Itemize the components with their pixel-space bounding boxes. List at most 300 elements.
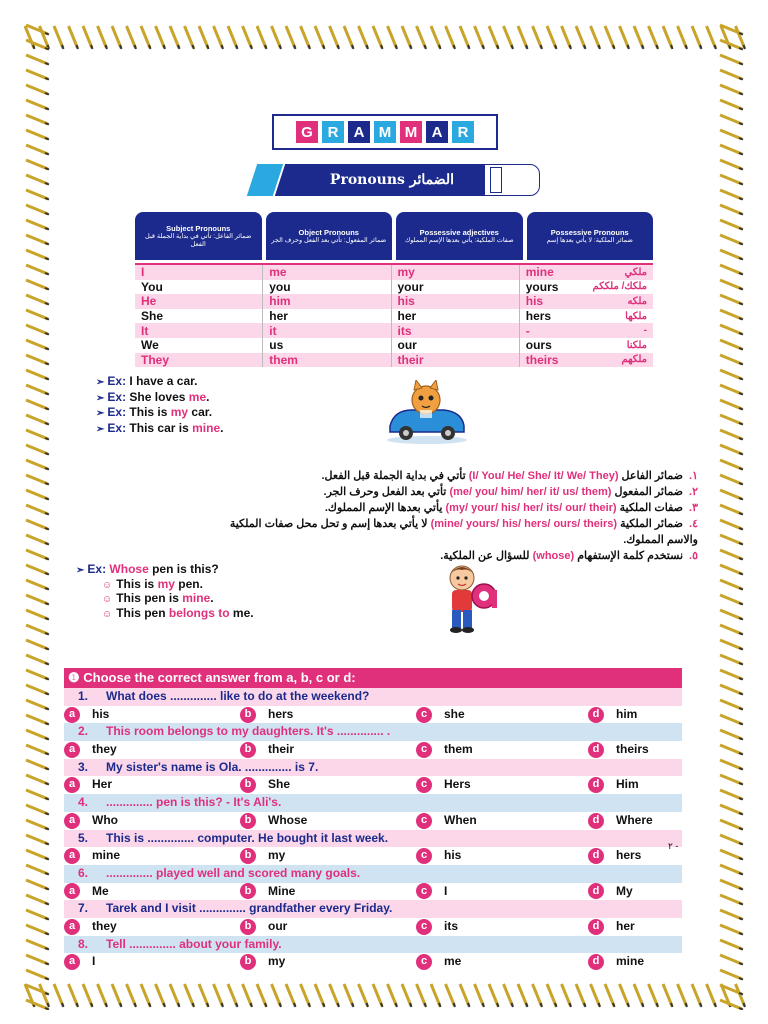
option-letter-icon: c xyxy=(416,954,432,970)
header-english: Subject Pronouns xyxy=(166,223,231,233)
example-highlight: Whose xyxy=(109,562,149,576)
table-row xyxy=(135,353,653,368)
cell-text: its xyxy=(397,323,412,338)
option-letter-icon: d xyxy=(588,919,604,935)
rule-number: ٤. xyxy=(689,518,698,530)
cell-text: mine xyxy=(525,265,554,280)
table-cell xyxy=(392,280,520,295)
option-letter-icon: a xyxy=(64,848,80,864)
option-letter-icon: d xyxy=(588,707,604,723)
answer-option-c[interactable] xyxy=(416,812,588,830)
cell-arabic: ملكك/ ملككم xyxy=(592,281,647,293)
pronoun-rules xyxy=(80,468,698,564)
cell-text: - xyxy=(525,323,530,338)
option-text: Her xyxy=(92,777,113,792)
option-letter-icon: d xyxy=(588,742,604,758)
answer-option-a[interactable] xyxy=(64,706,240,724)
cell-arabic: ملكها xyxy=(625,310,647,322)
example-line xyxy=(96,374,223,390)
grammar-letter: M xyxy=(400,121,422,143)
option-text: their xyxy=(268,742,295,757)
table-header xyxy=(396,212,523,260)
arrow-icon: ➣ xyxy=(96,377,105,388)
option-text: my xyxy=(268,848,286,863)
option-letter-icon: d xyxy=(588,848,604,864)
answer-option-b[interactable] xyxy=(240,883,416,901)
question-number: 5. xyxy=(78,830,89,845)
answer-option-d[interactable] xyxy=(588,918,682,936)
question-number: 6. xyxy=(78,865,89,880)
option-letter-icon: a xyxy=(64,813,80,829)
option-letter-icon: b xyxy=(240,954,256,970)
grammar-letter: M xyxy=(374,121,396,143)
table-cell xyxy=(135,353,263,368)
header-arabic: ضمائر المفعول: تأتي بعد الفعل وحرف الجر xyxy=(271,236,387,244)
grammar-letter: A xyxy=(348,121,370,143)
header-arabic: ضمائر الفاعل: تأتي في بداية الجملة قبل الفعل xyxy=(145,232,252,248)
rule-english: (me/ you/ him/ her/ it/ us/ them) xyxy=(449,486,612,498)
rule-number: ١. xyxy=(689,470,698,482)
option-text: I xyxy=(92,954,96,969)
smiley-icon: ☺ xyxy=(102,579,113,591)
question-row xyxy=(64,830,682,848)
question-row xyxy=(64,688,682,706)
smiley-icon: ☺ xyxy=(102,608,113,620)
header-english: Possessive Pronouns xyxy=(550,227,629,237)
option-letter-icon: b xyxy=(240,742,256,758)
option-letter-icon: d xyxy=(588,883,604,899)
rule-number: ٣. xyxy=(689,502,698,514)
answer-option-a[interactable] xyxy=(64,883,240,901)
option-letter-icon: b xyxy=(240,707,256,723)
grammar-letter: R xyxy=(322,121,344,143)
whose-answer xyxy=(76,606,254,621)
example-highlight: mine xyxy=(182,591,211,605)
cell-text: their xyxy=(397,352,424,367)
option-letter-icon: c xyxy=(416,813,432,829)
table-cell xyxy=(520,294,653,309)
option-letter-icon: b xyxy=(240,883,256,899)
rule-arabic: ضمائر الملكية xyxy=(617,518,684,530)
example-label: Ex: xyxy=(107,420,130,435)
option-text: our xyxy=(268,918,288,933)
answer-option-b[interactable] xyxy=(240,776,416,794)
question-row xyxy=(64,723,682,741)
cell-text: him xyxy=(269,294,291,309)
exercise-title: ❶ Choose the correct answer from a, b, c or d: xyxy=(64,668,682,688)
table-cell xyxy=(392,294,520,309)
option-text: them xyxy=(444,742,473,757)
answer-option-d[interactable] xyxy=(588,776,682,794)
table-row xyxy=(135,309,653,324)
table-row xyxy=(135,294,653,309)
cell-text: her xyxy=(397,309,417,324)
rule-arabic: للسؤال عن الملكية. xyxy=(440,550,533,562)
example-label: Ex: xyxy=(107,389,130,404)
option-text: his xyxy=(92,706,110,721)
table-cell xyxy=(392,309,520,324)
cell-arabic: ملكنا xyxy=(626,339,647,351)
option-text: Hers xyxy=(444,777,471,792)
option-text: mine xyxy=(616,954,645,969)
table-cell xyxy=(263,280,391,295)
table-cell xyxy=(520,265,653,280)
boy-holding-letter-illustration xyxy=(432,562,502,634)
rule-arabic: يأتي بعدها الإسم المملوك. xyxy=(324,502,446,514)
answer-option-a[interactable] xyxy=(64,847,240,865)
grammar-letter: R xyxy=(452,121,474,143)
answer-option-c[interactable] xyxy=(416,918,588,936)
option-letter-icon: d xyxy=(588,813,604,829)
example-text: . xyxy=(206,389,210,404)
option-letter-icon: a xyxy=(64,742,80,758)
answer-row xyxy=(64,847,682,865)
cell-text: it xyxy=(269,323,277,338)
arrow-icon: ➣ xyxy=(96,408,105,419)
table-cell xyxy=(135,323,263,338)
rule-line xyxy=(80,484,698,500)
answer-option-a[interactable] xyxy=(64,812,240,830)
example-highlight: my xyxy=(170,405,189,419)
answer-row xyxy=(64,953,682,971)
table-cell xyxy=(135,265,263,280)
rule-arabic: والاسم المملوك. xyxy=(623,534,698,546)
pencil-border-right xyxy=(716,22,746,1010)
answer-option-a[interactable] xyxy=(64,741,240,759)
option-text: her xyxy=(616,918,635,933)
example-line xyxy=(96,421,223,437)
pencil-border-bottom xyxy=(22,980,746,1010)
option-text: When xyxy=(444,812,477,827)
example-highlight: me xyxy=(188,389,207,404)
question-number: 8. xyxy=(78,936,89,951)
table-cell xyxy=(392,353,520,368)
question-number: 1. xyxy=(78,689,89,703)
option-text: they xyxy=(92,918,117,933)
question-number: 7. xyxy=(78,901,89,916)
cell-arabic: ملكي xyxy=(624,266,647,278)
example-text: This is xyxy=(129,405,171,419)
option-letter-icon: c xyxy=(416,742,432,758)
option-text: Who xyxy=(92,812,118,827)
example-label: Ex: xyxy=(107,405,130,419)
examples-list xyxy=(96,374,223,436)
rule-arabic: ضمائر المفعول xyxy=(611,486,684,498)
option-text: Where xyxy=(616,812,653,827)
question-text: This is .............. computer. He bought it last week. xyxy=(106,830,389,845)
cell-arabic: ملكه xyxy=(627,295,647,307)
answer-option-b[interactable] xyxy=(240,812,416,830)
option-letter-icon: b xyxy=(240,777,256,793)
answer-option-a[interactable] xyxy=(64,776,240,794)
exercise-choose-answer xyxy=(64,668,682,971)
option-text: hers xyxy=(268,706,294,721)
rule-english: (I/ You/ He/ She/ It/ We/ They) xyxy=(468,470,619,482)
option-text: its xyxy=(444,918,459,933)
table-cell xyxy=(263,338,391,353)
example-label: Ex: xyxy=(87,562,110,576)
option-letter-icon: c xyxy=(416,777,432,793)
option-letter-icon: b xyxy=(240,848,256,864)
example-text: me. xyxy=(229,605,254,620)
answer-option-b[interactable] xyxy=(240,953,416,971)
table-cell xyxy=(520,323,653,338)
rule-arabic: صفات الملكية xyxy=(616,502,684,514)
option-text: theirs xyxy=(616,742,649,757)
cell-text: He xyxy=(141,294,157,309)
cell-text: my xyxy=(397,265,415,280)
rule-line xyxy=(80,532,698,548)
whose-question xyxy=(76,562,254,577)
question-row xyxy=(64,759,682,777)
answer-option-c[interactable] xyxy=(416,776,588,794)
rule-english: (mine/ yours/ his/ hers/ ours/ theirs) xyxy=(430,518,618,530)
table-cell xyxy=(392,323,520,338)
cell-text: She xyxy=(141,309,164,324)
example-text: . xyxy=(220,420,224,435)
cell-text: hers xyxy=(525,309,552,324)
header-english: Object Pronouns xyxy=(298,227,359,237)
option-letter-icon: a xyxy=(64,919,80,935)
example-text: This is xyxy=(116,576,158,591)
rule-arabic: تأتي في بداية الجملة قبل الفعل. xyxy=(321,470,469,482)
answer-row xyxy=(64,776,682,794)
question-text: Tell .............. about your family. xyxy=(106,936,282,951)
option-letter-icon: b xyxy=(240,919,256,935)
cell-text: your xyxy=(397,279,424,294)
answer-option-b[interactable] xyxy=(240,847,416,865)
cell-text: ours xyxy=(525,338,552,353)
grammar-letter: G xyxy=(296,121,318,143)
rule-english: (my/ your/ his/ her/ its/ our/ their) xyxy=(445,502,617,514)
table-cell xyxy=(135,280,263,295)
table-row xyxy=(135,265,653,280)
example-label: Ex: xyxy=(107,374,130,388)
pronoun-table xyxy=(135,212,653,367)
example-text: This pen xyxy=(116,605,169,620)
answer-row xyxy=(64,812,682,830)
table-header xyxy=(135,212,262,260)
question-number: 4. xyxy=(78,795,89,810)
cell-text: her xyxy=(269,309,288,324)
option-letter-icon: a xyxy=(64,777,80,793)
option-text: they xyxy=(92,742,117,757)
whose-examples xyxy=(76,562,254,620)
option-letter-icon: a xyxy=(64,954,80,970)
cell-text: me xyxy=(269,265,287,280)
banner-title: Pronouns الضمائر xyxy=(329,172,455,188)
question-text: What does .............. like to do at the weekend? xyxy=(106,689,370,703)
table-cell xyxy=(263,294,391,309)
question-number: 2. xyxy=(78,724,89,739)
option-text: my xyxy=(268,954,286,969)
cell-text: yours xyxy=(525,279,559,294)
rule-number: ٢. xyxy=(689,486,698,498)
question-text: .............. pen is this? - It's Ali's. xyxy=(106,795,282,810)
cat-driving-car-illustration xyxy=(384,380,470,444)
table-cell xyxy=(135,309,263,324)
example-text: . xyxy=(210,591,214,605)
option-letter-icon: c xyxy=(416,848,432,864)
example-text: She loves xyxy=(129,389,189,404)
option-text: mine xyxy=(92,848,121,863)
grammar-heading xyxy=(272,114,498,150)
table-cell xyxy=(520,309,653,324)
rule-english: (whose) xyxy=(532,550,575,562)
page-mark: ٢ - xyxy=(668,841,679,851)
option-letter-icon: c xyxy=(416,883,432,899)
rule-arabic: لا يأتي بعدها إسم و تحل محل صفات الملكية xyxy=(229,518,431,530)
cell-text: They xyxy=(141,352,170,367)
table-header xyxy=(527,212,654,260)
cell-text: I xyxy=(141,265,145,280)
table-row xyxy=(135,338,653,353)
cell-text: them xyxy=(269,352,298,367)
option-text: Mine xyxy=(268,883,296,898)
question-row xyxy=(64,794,682,812)
option-letter-icon: b xyxy=(240,813,256,829)
cell-text: It xyxy=(141,323,149,338)
grammar-letter: A xyxy=(426,121,448,143)
answer-row xyxy=(64,706,682,724)
option-text: Whose xyxy=(268,812,308,827)
option-text: She xyxy=(268,777,291,792)
answer-row xyxy=(64,918,682,936)
table-header xyxy=(266,212,393,260)
option-text: him xyxy=(616,706,638,721)
example-line xyxy=(96,405,223,421)
option-text: My xyxy=(616,883,633,898)
arrow-icon: ➣ xyxy=(76,565,85,576)
answer-option-c[interactable] xyxy=(416,706,588,724)
table-cell xyxy=(135,294,263,309)
option-text: Me xyxy=(92,883,109,898)
answer-option-c[interactable] xyxy=(416,883,588,901)
smiley-icon: ☺ xyxy=(102,594,113,605)
rule-arabic: تأتي بعد الفعل وحرف الجر. xyxy=(323,486,450,498)
rule-line xyxy=(80,516,698,532)
table-cell xyxy=(263,265,391,280)
cell-text: our xyxy=(397,338,417,353)
whose-answer xyxy=(76,591,254,606)
answer-option-b[interactable] xyxy=(240,741,416,759)
rule-arabic: ضمائر الفاعل xyxy=(618,470,684,482)
cell-arabic: - xyxy=(643,325,647,337)
header-arabic: صفات الملكية: يأتي بعدها الإسم المملوك xyxy=(404,236,514,244)
example-highlight: my xyxy=(157,576,175,591)
example-text: This pen is xyxy=(116,591,183,605)
question-text: This room belongs to my daughters. It's .............. . xyxy=(106,724,391,739)
pronouns-banner xyxy=(252,164,538,196)
question-row xyxy=(64,900,682,918)
answer-option-b[interactable] xyxy=(240,918,416,936)
answer-option-a[interactable] xyxy=(64,953,240,971)
cell-arabic: ملكهم xyxy=(621,354,647,366)
answer-row xyxy=(64,741,682,759)
answer-option-b[interactable] xyxy=(240,706,416,724)
header-english: Possessive adjectives xyxy=(419,227,499,237)
cell-text: us xyxy=(269,338,284,353)
table-cell xyxy=(263,323,391,338)
pencil-border-top xyxy=(22,22,746,52)
rule-number: ٥. xyxy=(689,550,698,562)
answer-option-c[interactable] xyxy=(416,847,588,865)
example-text: pen. xyxy=(174,576,203,591)
option-letter-icon: c xyxy=(416,919,432,935)
question-number: 3. xyxy=(78,759,89,774)
rule-arabic: نستخدم كلمة الإستفهام xyxy=(574,550,684,562)
cell-text: theirs xyxy=(525,352,559,367)
answer-option-d[interactable] xyxy=(588,706,682,724)
option-text: me xyxy=(444,954,462,969)
option-text: she xyxy=(444,706,465,721)
question-row xyxy=(64,865,682,883)
option-text: hers xyxy=(616,848,642,863)
option-letter-icon: d xyxy=(588,777,604,793)
example-highlight: belongs to xyxy=(168,605,230,620)
answer-option-d[interactable] xyxy=(588,812,682,830)
example-text: I have a car. xyxy=(129,374,198,388)
answer-option-c[interactable] xyxy=(416,741,588,759)
example-text: This car is xyxy=(129,420,193,435)
cell-text: You xyxy=(141,279,163,294)
option-letter-icon: c xyxy=(416,707,432,723)
table-cell xyxy=(392,338,520,353)
rule-line xyxy=(80,500,698,516)
answer-option-d[interactable] xyxy=(588,883,682,901)
option-text: his xyxy=(444,848,462,863)
cell-text: We xyxy=(141,338,159,353)
example-text: pen is this? xyxy=(148,562,219,576)
answer-option-d[interactable] xyxy=(588,953,682,971)
example-highlight: mine xyxy=(192,420,221,435)
table-row xyxy=(135,280,653,295)
question-text: .............. played well and scored many goals. xyxy=(106,865,361,880)
table-cell xyxy=(392,265,520,280)
cell-text: his xyxy=(397,294,415,309)
table-cell xyxy=(263,309,391,324)
arrow-icon: ➣ xyxy=(96,423,105,435)
table-cell xyxy=(520,280,653,295)
example-text: car. xyxy=(188,405,213,419)
header-arabic: ضمائر الملكية: لا يأتي بعدها إسم xyxy=(546,236,633,244)
table-cell xyxy=(263,353,391,368)
whose-answer xyxy=(76,577,254,592)
table-cell xyxy=(520,338,653,353)
answer-row xyxy=(64,883,682,901)
option-text: I xyxy=(444,883,448,898)
table-cell xyxy=(520,353,653,368)
table-row xyxy=(135,323,653,338)
option-text: Him xyxy=(616,777,639,792)
example-line xyxy=(96,390,223,406)
answer-option-a[interactable] xyxy=(64,918,240,936)
question-text: My sister's name is Ola. .............. is 7. xyxy=(106,759,319,774)
cell-text: his xyxy=(525,294,544,309)
question-row xyxy=(64,936,682,954)
table-cell xyxy=(135,338,263,353)
option-letter-icon: a xyxy=(64,883,80,899)
rule-line xyxy=(80,468,698,484)
option-letter-icon: a xyxy=(64,707,80,723)
option-letter-icon: d xyxy=(588,954,604,970)
arrow-icon: ➣ xyxy=(96,392,105,404)
answer-option-c[interactable] xyxy=(416,953,588,971)
question-text: Tarek and I visit .............. grandfather every Friday. xyxy=(106,901,393,916)
answer-option-d[interactable] xyxy=(588,741,682,759)
pencil-border-left xyxy=(22,22,52,1010)
cell-text: you xyxy=(269,279,291,294)
